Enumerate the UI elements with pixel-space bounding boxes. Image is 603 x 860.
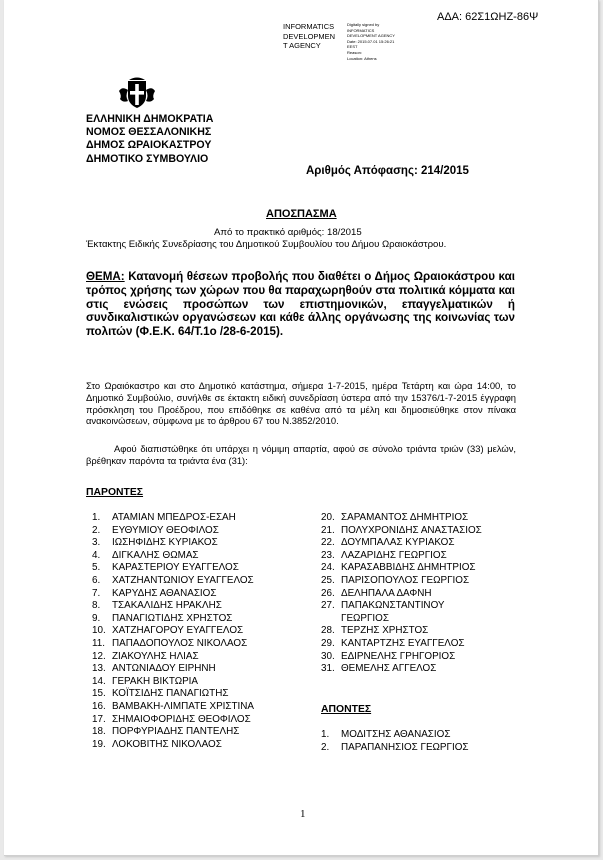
list-item: 2. ΕΥΘΥΜΙΟΥ ΘΕΟΦΙΛΟΣ bbox=[92, 524, 219, 536]
ada-code: ΑΔΑ: 62Σ1ΩΗΖ-86Ψ bbox=[437, 11, 539, 23]
list-item: 20. ΣΑΡΑΜΑΝΤΟΣ ΔΗΜΗΤΡΙΟΣ bbox=[321, 512, 469, 523]
list-item: 7. ΚΑΡΥΔΗΣ ΑΘΑΝΑΣΙΟΣ bbox=[92, 587, 217, 599]
signature-agency-line: DEVELOPMEN bbox=[283, 31, 336, 41]
subject-text: Κατανομή θέσεων προβολής που διαθέτει ο Δήμος Ωραιοκάστρου και τρόπος χρήσης των χώρων που θα παραχωρηθούν στα πολιτικά κόμματα και στις ενώσεις προσώπων των επιστημονικών, επαγγελματικών ή συνδικαλιστικών οργανώσεων και κάθε άλλης οργάνωσης της κοινωνίας των πολιτών (Φ.Ε.Κ. 64/Τ.1ο /28-6-2015). bbox=[86, 270, 515, 339]
signature-detail-line: DEVELOPMENT AGENCY bbox=[347, 33, 395, 39]
issuer-header bbox=[86, 113, 213, 166]
list-item: 15. ΚΟΪΤΣΙΔΗΣ ΠΑΝΑΓΙΩΤΗΣ bbox=[92, 688, 229, 700]
page-number: 1 bbox=[300, 808, 306, 820]
list-item: 6. ΧΑΤΖΗΑΝΤΩΝΙΟΥ ΕΥΑΓΓΕΛΟΣ bbox=[92, 574, 254, 586]
list-item: 5. ΚΑΡΑΣΤΕΡΙΟΥ ΕΥΑΓΓΕΛΟΣ bbox=[92, 562, 239, 574]
signature-agency bbox=[283, 22, 355, 51]
header-line: ΕΛΛΗΝΙΚΗ ΔΗΜΟΚΡΑΤΙΑ bbox=[86, 113, 214, 125]
quorum-paragraph: Αφού διαπιστώθηκε ότι υπάρχει η νόμιμη απαρτία, αφού σε σύνολο τριάντα τριών (33) μελών, βρέθηκαν παρόντα τα τριάντα ένα (31): bbox=[86, 443, 516, 466]
signature-detail-line: Location: Athens bbox=[347, 55, 377, 61]
document-page bbox=[4, 0, 599, 856]
list-item: 14. ΓΕΡΑΚΗ ΒΙΚΤΩΡΙΑ bbox=[92, 675, 198, 687]
signature-detail-line: EEST bbox=[347, 44, 358, 50]
list-item: 27. ΠΑΠΑΚΩΝΣΤΑΝΤΙΝΟΥ ΓΕΩΡΓΙΟΣ bbox=[321, 600, 445, 624]
list-item: 10. ΧΑΤΖΗΑΓΟΡΟΥ ΕΥΑΓΓΕΛΟΣ bbox=[92, 625, 244, 637]
subject-paragraph bbox=[86, 270, 515, 339]
header-line: ΝΟΜΟΣ ΘΕΣΣΑΛΟΝΙΚΗΣ bbox=[86, 126, 212, 139]
proceedings-description: Έκτακτης Ειδικής Συνεδρίασης του Δημοτικού Συμβουλίου του Δήμου Ωραιοκάστρου. bbox=[86, 239, 447, 250]
absent-title: ΑΠΟΝΤΕΣ bbox=[321, 704, 372, 715]
signature-detail-line: INFORMATICS bbox=[347, 27, 375, 33]
signature-agency-line: INFORMATICS bbox=[283, 22, 335, 31]
list-item: 8. ΤΣΑΚΑΛΙΔΗΣ ΗΡΑΚΛΗΣ bbox=[92, 600, 222, 612]
list-item: 1. ΑΤΑΜΙΑΝ ΜΠΕΔΡΟΣ-ΕΣΑΗ bbox=[92, 512, 236, 523]
signature-details bbox=[347, 22, 427, 61]
meeting-paragraph: Στο Ωραιόκαστρο και στο Δημοτικό κατάστημα, σήμερα 1-7-2015, ημέρα Τετάρτη και ώρα 14:00, το Δημοτικό Συμβούλιο, συνήλθε σε έκτακτη ειδική συνεδρίαση ύστερα από την 15376/1-7-2015 έγγραφη πρόσκληση του Προέδρου, που επιδόθηκε σε καθένα από τα μέλη και δημοσιεύθηκε στον πίνακα ανακοινώσεων, σύμφωνα με το άρθρου 67 του Ν.3852/2010. bbox=[86, 380, 516, 427]
present-list-left bbox=[92, 512, 254, 751]
list-item: 13. ΑΝΤΩΝΙΑΔΟΥ ΕΙΡΗΝΗ bbox=[92, 663, 216, 675]
present-list-right bbox=[321, 512, 482, 676]
absent-list bbox=[321, 729, 468, 754]
list-item: 30. ΕΔΙΡΝΕΛΗΣ ΓΡΗΓΟΡΙΟΣ bbox=[321, 650, 456, 662]
proceedings-number: Από το πρακτικό αριθμός: 18/2015 bbox=[214, 227, 362, 238]
list-item: 21. ΠΟΛΥΧΡΟΝΙΔΗΣ ΑΝΑΣΤΑΣΙΟΣ bbox=[321, 524, 482, 536]
header-line: ΔΗΜΟΤΙΚΟ ΣΥΜΒΟΥΛΙΟ bbox=[86, 152, 209, 165]
list-item: 2. ΠΑΡΑΠΑΝΗΣΙΟΣ ΓΕΩΡΓΙΟΣ bbox=[321, 741, 469, 753]
list-item: 9. ΠΑΝΑΓΙΩΤΙΔΗΣ ΧΡΗΣΤΟΣ bbox=[92, 612, 233, 624]
list-item: 11. ΠΑΠΑΔΟΠΟΥΛΟΣ ΝΙΚΟΛΑΟΣ bbox=[92, 637, 248, 649]
list-item: 1. ΜΟΔΙΤΣΗΣ ΑΘΑΝΑΣΙΟΣ bbox=[321, 729, 451, 740]
list-item: 12. ΖΙΑΚΟΥΛΗΣ ΗΛΙΑΣ bbox=[92, 650, 199, 662]
list-item: 29. ΚΑΝΤΑΡΤΖΗΣ ΕΥΑΓΓΕΛΟΣ bbox=[321, 637, 465, 649]
subject-label: ΘΕΜΑ: bbox=[86, 270, 125, 283]
decision-number: Αριθμός Απόφασης: 214/2015 bbox=[306, 165, 469, 177]
list-item: 4. ΔΙΓΚΑΛΗΣ ΘΩΜΑΣ bbox=[92, 549, 199, 561]
list-item: 24. ΚΑΡΑΣΑΒΒΙΔΗΣ ΔΗΜΗΤΡΙΟΣ bbox=[321, 562, 476, 574]
list-item: 17. ΣΗΜΑΙΟΦΟΡΙΔΗΣ ΘΕΟΦΙΛΟΣ bbox=[92, 713, 251, 725]
list-item: 26. ΔΕΛΗΠΑΛΑ ΔΑΦΝΗ bbox=[321, 587, 432, 599]
list-item: 31. ΘΕΜΕΛΗΣ ΑΓΓΕΛΟΣ bbox=[321, 663, 437, 675]
list-item: 28. ΤΕΡΖΗΣ ΧΡΗΣΤΟΣ bbox=[321, 625, 429, 637]
excerpt-title: ΑΠΟΣΠΑΣΜΑ bbox=[266, 208, 337, 220]
list-item: 23. ΛΑΖΑΡΙΔΗΣ ΓΕΩΡΓΙΟΣ bbox=[321, 549, 447, 561]
signature-detail-line: Reason: bbox=[347, 49, 362, 55]
signature-agency-line: T AGENCY bbox=[283, 41, 321, 51]
greek-coat-of-arms-icon bbox=[117, 76, 157, 110]
list-item: 3. ΙΩΣΗΦΙΔΗΣ ΚΥΡΙΑΚΟΣ bbox=[92, 537, 218, 549]
present-title: ΠΑΡΟΝΤΕΣ bbox=[86, 487, 144, 498]
signature-detail-line: Digitally signed by bbox=[347, 22, 380, 27]
header-line: ΔΗΜΟΣ ΩΡΑΙΟΚΑΣΤΡΟΥ bbox=[86, 139, 212, 152]
list-item: 22. ΔΟΥΜΠΑΛΑΣ ΚΥΡΙΑΚΟΣ bbox=[321, 537, 455, 549]
list-item: 18. ΠΟΡΦΥΡΙΑΔΗΣ ΠΑΝΤΕΛΗΣ bbox=[92, 726, 240, 738]
list-item: 16. ΒΑΜΒΑΚΗ-ΛΙΜΠΑΤΕ ΧΡΙΣΤΙΝΑ bbox=[92, 700, 255, 712]
list-item: 19. ΛΟΚΟΒΙΤΗΣ ΝΙΚΟΛΑΟΣ bbox=[92, 738, 222, 750]
signature-detail-line: Date: 2015.07.01 15:26:21 bbox=[347, 38, 395, 44]
list-item: 25. ΠΑΡΙΣΟΠΟΥΛΟΣ ΓΕΩΡΓΙΟΣ bbox=[321, 574, 470, 586]
